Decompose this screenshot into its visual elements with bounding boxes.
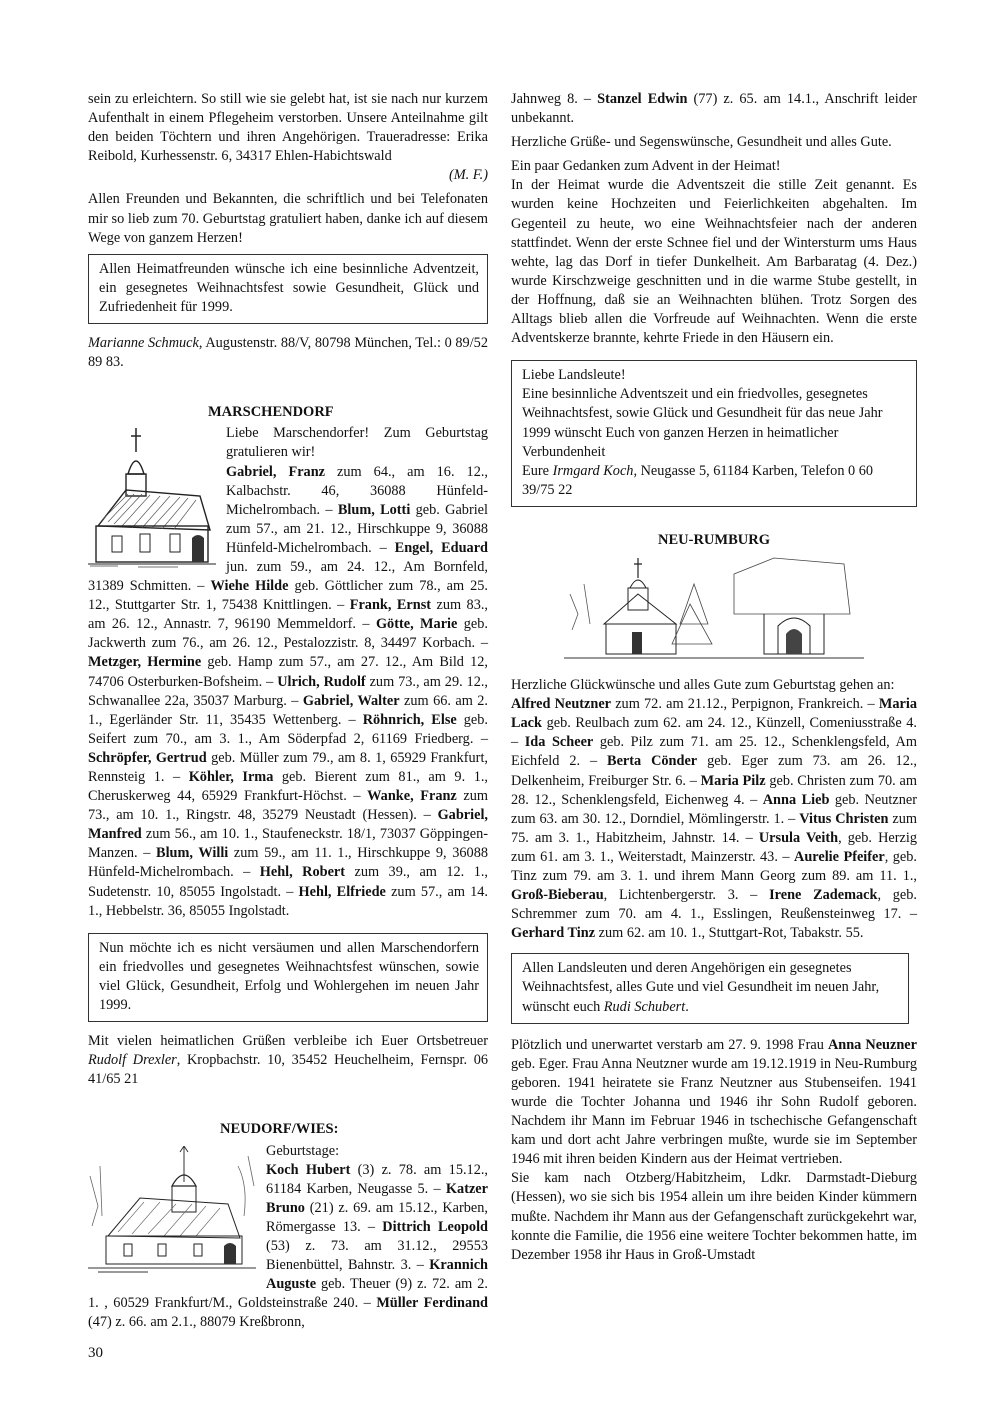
entry-name: Koch Hubert: [266, 1161, 351, 1178]
entry-name: Blum, Lotti: [337, 501, 411, 518]
left-column: [88, 90, 488, 1337]
entry-details: , geb. Herzig zum 61. am 3. 1., Weiterstadt, Mainzerstr. 43. –: [511, 829, 917, 865]
entry-name: Ursula Veith: [758, 829, 839, 846]
neurumburg-intro: Herzliche Glückwünsche und alles Gute zum Geburtstag gehen an:: [511, 677, 895, 694]
neurumburg-heading: NEU-RUMBURG: [658, 531, 770, 548]
entry-name: Maria Pilz: [700, 772, 766, 789]
right-column: [511, 90, 917, 1270]
entry-details: geb. Seifert zum 70., am 3. 1., Am Söderpfad 2, 61169 Friedberg. –: [88, 711, 489, 747]
koch-greeting-box: Liebe Landsleute! Eine besinnliche Adventszeit und ein friedvolles, gesegnetes Weihnachtsfest, sowie Glück und Gesundheit für das neue Jahr 1999 wünscht Euch von ganzen Herzen in heimatlicher Verbundenheit Eure Irmgard Koch, Neugasse 5, 61184 Karben, Telefon 0 60 39/75 22: [511, 360, 917, 507]
entry-name: Krannich Auguste: [266, 1257, 488, 1293]
entry-details: geb. Müller zum 79., am 8. 1, 65929 Frankfurt, Rennsteig 1. –: [88, 749, 488, 785]
entry-details: , geb. Schremmer zum 70. am 4. 1., Esslingen, Reußensteinweg 17. –: [511, 887, 917, 923]
neurumburg-illustration: [511, 554, 917, 670]
entry-name: Maria Lack: [511, 696, 917, 732]
entry-details: zum 39., am 12. 1., Sudetenstr. 10, 85055 Ingolstadt. –: [88, 864, 488, 900]
entry-name: Röhnrich, Else: [362, 711, 457, 728]
entry-details: geb. Hamp zum 57., am 27. 12., Am Bild 12, 74706 Osterburken-Bofsheim. –: [88, 654, 488, 690]
neurumburg-entries: [511, 695, 917, 943]
neudorf-church-drawing: [88, 1146, 256, 1276]
advent-title: Ein paar Gedanken zum Advent in der Heimat!: [511, 158, 781, 175]
entry-details: geb. Bierent zum 81., am 9. 1., Cheruskerweg 44, 65929 Frankfurt-Höchst. –: [88, 769, 488, 805]
entry-details: jun. zum 59., am 24. 12., Am Bornfeld, 31389 Schmitten. –: [88, 558, 488, 595]
entry-details: zum 62. am 10. 1., Stuttgart-Rot, Tabakstr. 55.: [595, 925, 864, 942]
intro-signature-line: (M. F.): [448, 167, 488, 184]
neudorf-intro: Geburtstage:: [266, 1142, 340, 1159]
greeting-paragraph: Herzliche Grüße- und Segenswünsche, Gesundheit und alles Gute.: [511, 134, 892, 151]
entry-name: Ulrich, Rudolf: [277, 673, 366, 690]
chapel-drawing: [88, 428, 216, 570]
neudorf-church-illustration: [88, 1146, 256, 1276]
entry-name: Blum, Willi: [156, 845, 229, 862]
greeting-box: Allen Heimatfreunden wünsche ich eine besinnliche Adventzeit, ein gesegnetes Weihnachtsfest sowie Gesundheit, Glück und Zufriedenheit für 1999.: [88, 254, 488, 324]
advent-text: In der Heimat wurde die Adventszeit die stille Zeit genannt. Es wurden keine Hochzeiten und Feierlichkeiten abgehalten. Im Gegenteil zu heute, wo eine Weihnachtsfeier nach der anderen stattfindet. Wenn der erste Schnee fiel und der Wintersturm ums Haus wehte, lag das Dorf in tiefer Dunkelheit. Am Barbaratag (4. Dez.) wurde Kirschzweige geschnitten und in die warme Stube gestellt, in der Hoffnung, daß sie an Weihnachten blühen. Trotz Sorgen des Alltags blieb allen die Vorfreude auf Weihnachten. Wenn die erste Adventskerze brannte, kehrte Friede in den Häusern ein.: [511, 177, 917, 347]
continued-entry: Jahnweg 8. – Stanzel Edwin (77) z. 65. am 14.1., Anschrift leider unbekannt.: [511, 91, 917, 127]
entry-details: zum 64., am 16. 12., Kalbachstr. 46, 36088 Hünfeld-Michelrombach. –: [226, 463, 489, 518]
entry-name: Irene Zademack: [769, 887, 878, 904]
entry-details: zum 59., am 11. 1., Hirschkuppe 9, 36088 Hünfeld-Michelrombach. –: [88, 845, 489, 881]
entry-name: Müller Ferdinand: [376, 1295, 488, 1312]
entry-name: Gabriel, Manfred: [88, 807, 488, 843]
entry-name: Wiehe Hilde: [210, 578, 289, 595]
obituary-paragraph: Plötzlich und unerwartet verstarb am 27. 9. 1998 Frau Anna Neuzner geb. Eger. Frau Anna Neutzner wurde am 19.12.1919 in Neu-Rumburg geboren. 1941 heiratete sie Franz Neutzner aus Stubenseifen. 1941 wurde die Tochter Johanna und 1946 ihr Sohn Rudolf geboren. Nachdem ihr Mann im Februar 1946 in tschechische Gefangenschaft kam und dort acht Jahre verbringen mußte, wurde sie im September 1946 mit ihren beiden Kindern aus der Heimat vertrieben.: [511, 1036, 917, 1168]
address-paragraph: Marianne Schmuck, Augustenstr. 88/V, 80798 München, Tel.: 0 89/52 89 83.: [88, 335, 488, 371]
entry-details: (3) z. 78. am 15.12., 61184 Karben, Neugasse 5. –: [266, 1161, 488, 1197]
entry-details: geb. Theuer (9) z. 72. am 2. 1. , 60529 Frankfurt/M., Goldsteinstraße 240. –: [88, 1276, 488, 1312]
entry-name: Groß-Bieberau: [511, 887, 604, 904]
church-illustration: [88, 428, 216, 570]
thanks-paragraph: Allen Freunden und Bekannten, die schriftlich und bei Telefonaten mir so lieb zum 70. Geburtstag gratuliert haben, danke ich auf diesem Wege von ganzem Herzen!: [88, 191, 488, 246]
entry-details: geb. Neutzner zum 63. am 30. 12., Dorndiel, Mömlingerstr. 1. –: [511, 791, 917, 827]
entry-name: Metzger, Hermine: [88, 654, 202, 671]
entry-details: geb. Reulbach zum 62. am 24. 12., Künzell, Comeniusstraße 4. –: [511, 715, 917, 751]
entry-details: geb. Gabriel zum 57., am 21. 12., Hirschkuppe 9, 36088 Hünfeld-Michelrombach. –: [226, 501, 488, 556]
entry-details: , Lichtenbergerstr. 3. –: [603, 887, 770, 904]
entry-details: geb. Jackwerth zum 76., am 26. 12., Pestalozzistr. 8, 34497 Korbach. –: [88, 616, 489, 652]
entry-name: Vitus Christen: [799, 810, 889, 827]
entry-name: Götte, Marie: [375, 616, 458, 633]
entry-details: zum 83., am 26. 12., Annastr. 7, 96190 Memmeldorf. –: [88, 597, 488, 633]
neudorf-heading: NEUDORF/WIES:: [220, 1121, 339, 1138]
entry-details: (21) z. 69. am 15.12., Karben, Römergasse 13. –: [266, 1199, 488, 1235]
entry-name: Alfred Neutzner: [511, 696, 612, 713]
marschendorf-box: Nun möchte ich es nicht versäumen und allen Marschendorfern ein friedvolles und gesegnetes Weihnachtsfest wünschen, sowie viel Glück, Gesundheit, Erfolg und Wohlergehen im neuen Jahr 1999.: [88, 933, 488, 1022]
entry-name: Köhler, Irma: [188, 769, 274, 785]
entry-name: Anna Lieb: [762, 791, 830, 808]
entry-name: Gabriel, Walter: [302, 692, 400, 709]
obituary-paragraph-2: Sie kam nach Otzberg/Habitzheim, Ldkr. Darmstadt-Dieburg (Hessen), wo sie sich bis 1954 allein um ihre beiden Kinder kümmern mußte. Nachdem ihr Mann aus der Gefangenschaft zurückgekehrt war, konnte die Familie, die 1956 eine weitere Tochter bekommen hatte, im Dezember 1958 ihr Haus in Groß-Umstadt: [511, 1170, 917, 1263]
entry-name: Engel, Eduard: [394, 539, 488, 556]
marschendorf-intro: Liebe Marschendorfer! Zum Geburtstag gratulieren wir!: [226, 425, 488, 461]
entry-details: (47) z. 66. am 2.1., 88079 Kreßbronn,: [88, 1314, 305, 1331]
entry-name: Katzer Bruno: [266, 1180, 488, 1216]
entry-name: Ida Scheer: [524, 734, 594, 751]
entry-name: Hehl, Robert: [259, 864, 346, 881]
entry-name: Aurelie Pfeifer: [794, 848, 885, 865]
entry-name: Wanke, Franz: [367, 788, 457, 805]
intro-paragraph: sein zu erleichtern. So still wie sie gelebt hat, ist sie nach nur kurzem Aufenthalt in einem Pflegeheim verstorben. Unsere Anteilnahme gilt den beiden Töchtern und ihren Angehörigen. Traueradresse: Erika Reibold, Kurhessenstr. 6, 34317 Ehlen-Habichtswald (M. F.): [88, 90, 488, 185]
entry-name: Gabriel, Franz: [226, 463, 325, 480]
entry-name: Frank, Ernst: [349, 597, 432, 614]
entry-details: zum 73., am 10. 1., Ringstr. 48, 35279 Neustadt (Hessen). –: [88, 788, 488, 824]
entry-details: geb. Göttlicher zum 78., am 25. 12., Stuttgarter Str. 1, 75438 Knittlingen. –: [88, 578, 488, 614]
entry-details: zum 72. am 21.12., Perpignon, Frankreich. –: [611, 696, 879, 713]
entry-name: Berta Cönder: [607, 753, 698, 770]
page-number: 30: [88, 1345, 103, 1361]
entry-details: geb. Pilz zum 71. am 25. 12., Schenklengsfeld, Am Eichfeld 2. –: [511, 734, 917, 770]
entry-details: zum 56., am 10. 1., Staufeneckstr. 18/1, 73037 Göppingen-Manzen. –: [88, 826, 488, 862]
entry-name: Gerhard Tinz: [511, 925, 596, 942]
marschendorf-heading: MARSCHENDORF: [208, 404, 334, 421]
entry-details: , geb. Tinz zum 79. am 3. 1. und ihrem Mann Georg zum 89. am 11. 1.,: [511, 848, 917, 884]
neurumburg-church-drawing: [564, 554, 864, 664]
entry-details: zum 57., am 14. 1., Hebbelstr. 36, 85055 Ingolstadt.: [88, 883, 488, 919]
entry-details: geb. Eger zum 73. am 26. 12., Delkenheim, Freiburger Str. 6. –: [511, 753, 917, 789]
entry-details: (53) z. 73. am 31.12., 29553 Bienenbüttel, Bahnstr. 3. –: [266, 1237, 488, 1274]
entry-details: geb. Christen zum 70. am 28. 12., Schenklengsfeld, Eichenweg 4. –: [511, 772, 917, 808]
entry-details: zum 66. am 2. 1., Egerländer Str. 11, 35435 Wettenberg. –: [88, 692, 488, 728]
entry-details: zum 73., am 29. 12., Schwanallee 22a, 35037 Marburg. –: [88, 673, 489, 709]
marschendorf-closing: Mit vielen heimatlichen Grüßen verbleibe ich Euer Ortsbetreuer Rudolf Drexler, Kropbachstr. 10, 35452 Heuchelheim, Fernspr. 06 41/65 21: [88, 1033, 488, 1088]
entry-name: Dittrich Leopold: [382, 1218, 488, 1235]
entry-name: Hehl, Elfriede: [298, 883, 386, 900]
entry-name: Schröpfer, Gertrud: [88, 749, 207, 766]
schubert-greeting-box: Allen Landsleuten und deren Angehörigen ein gesegnetes Weihnachtsfest, alles Gute und viel Gesundheit im neuen Jahr, wünscht euch Rudi Schubert.: [511, 953, 909, 1023]
entry-details: zum 75. am 3. 1., Habitzheim, Jahnstr. 14. –: [511, 810, 917, 846]
